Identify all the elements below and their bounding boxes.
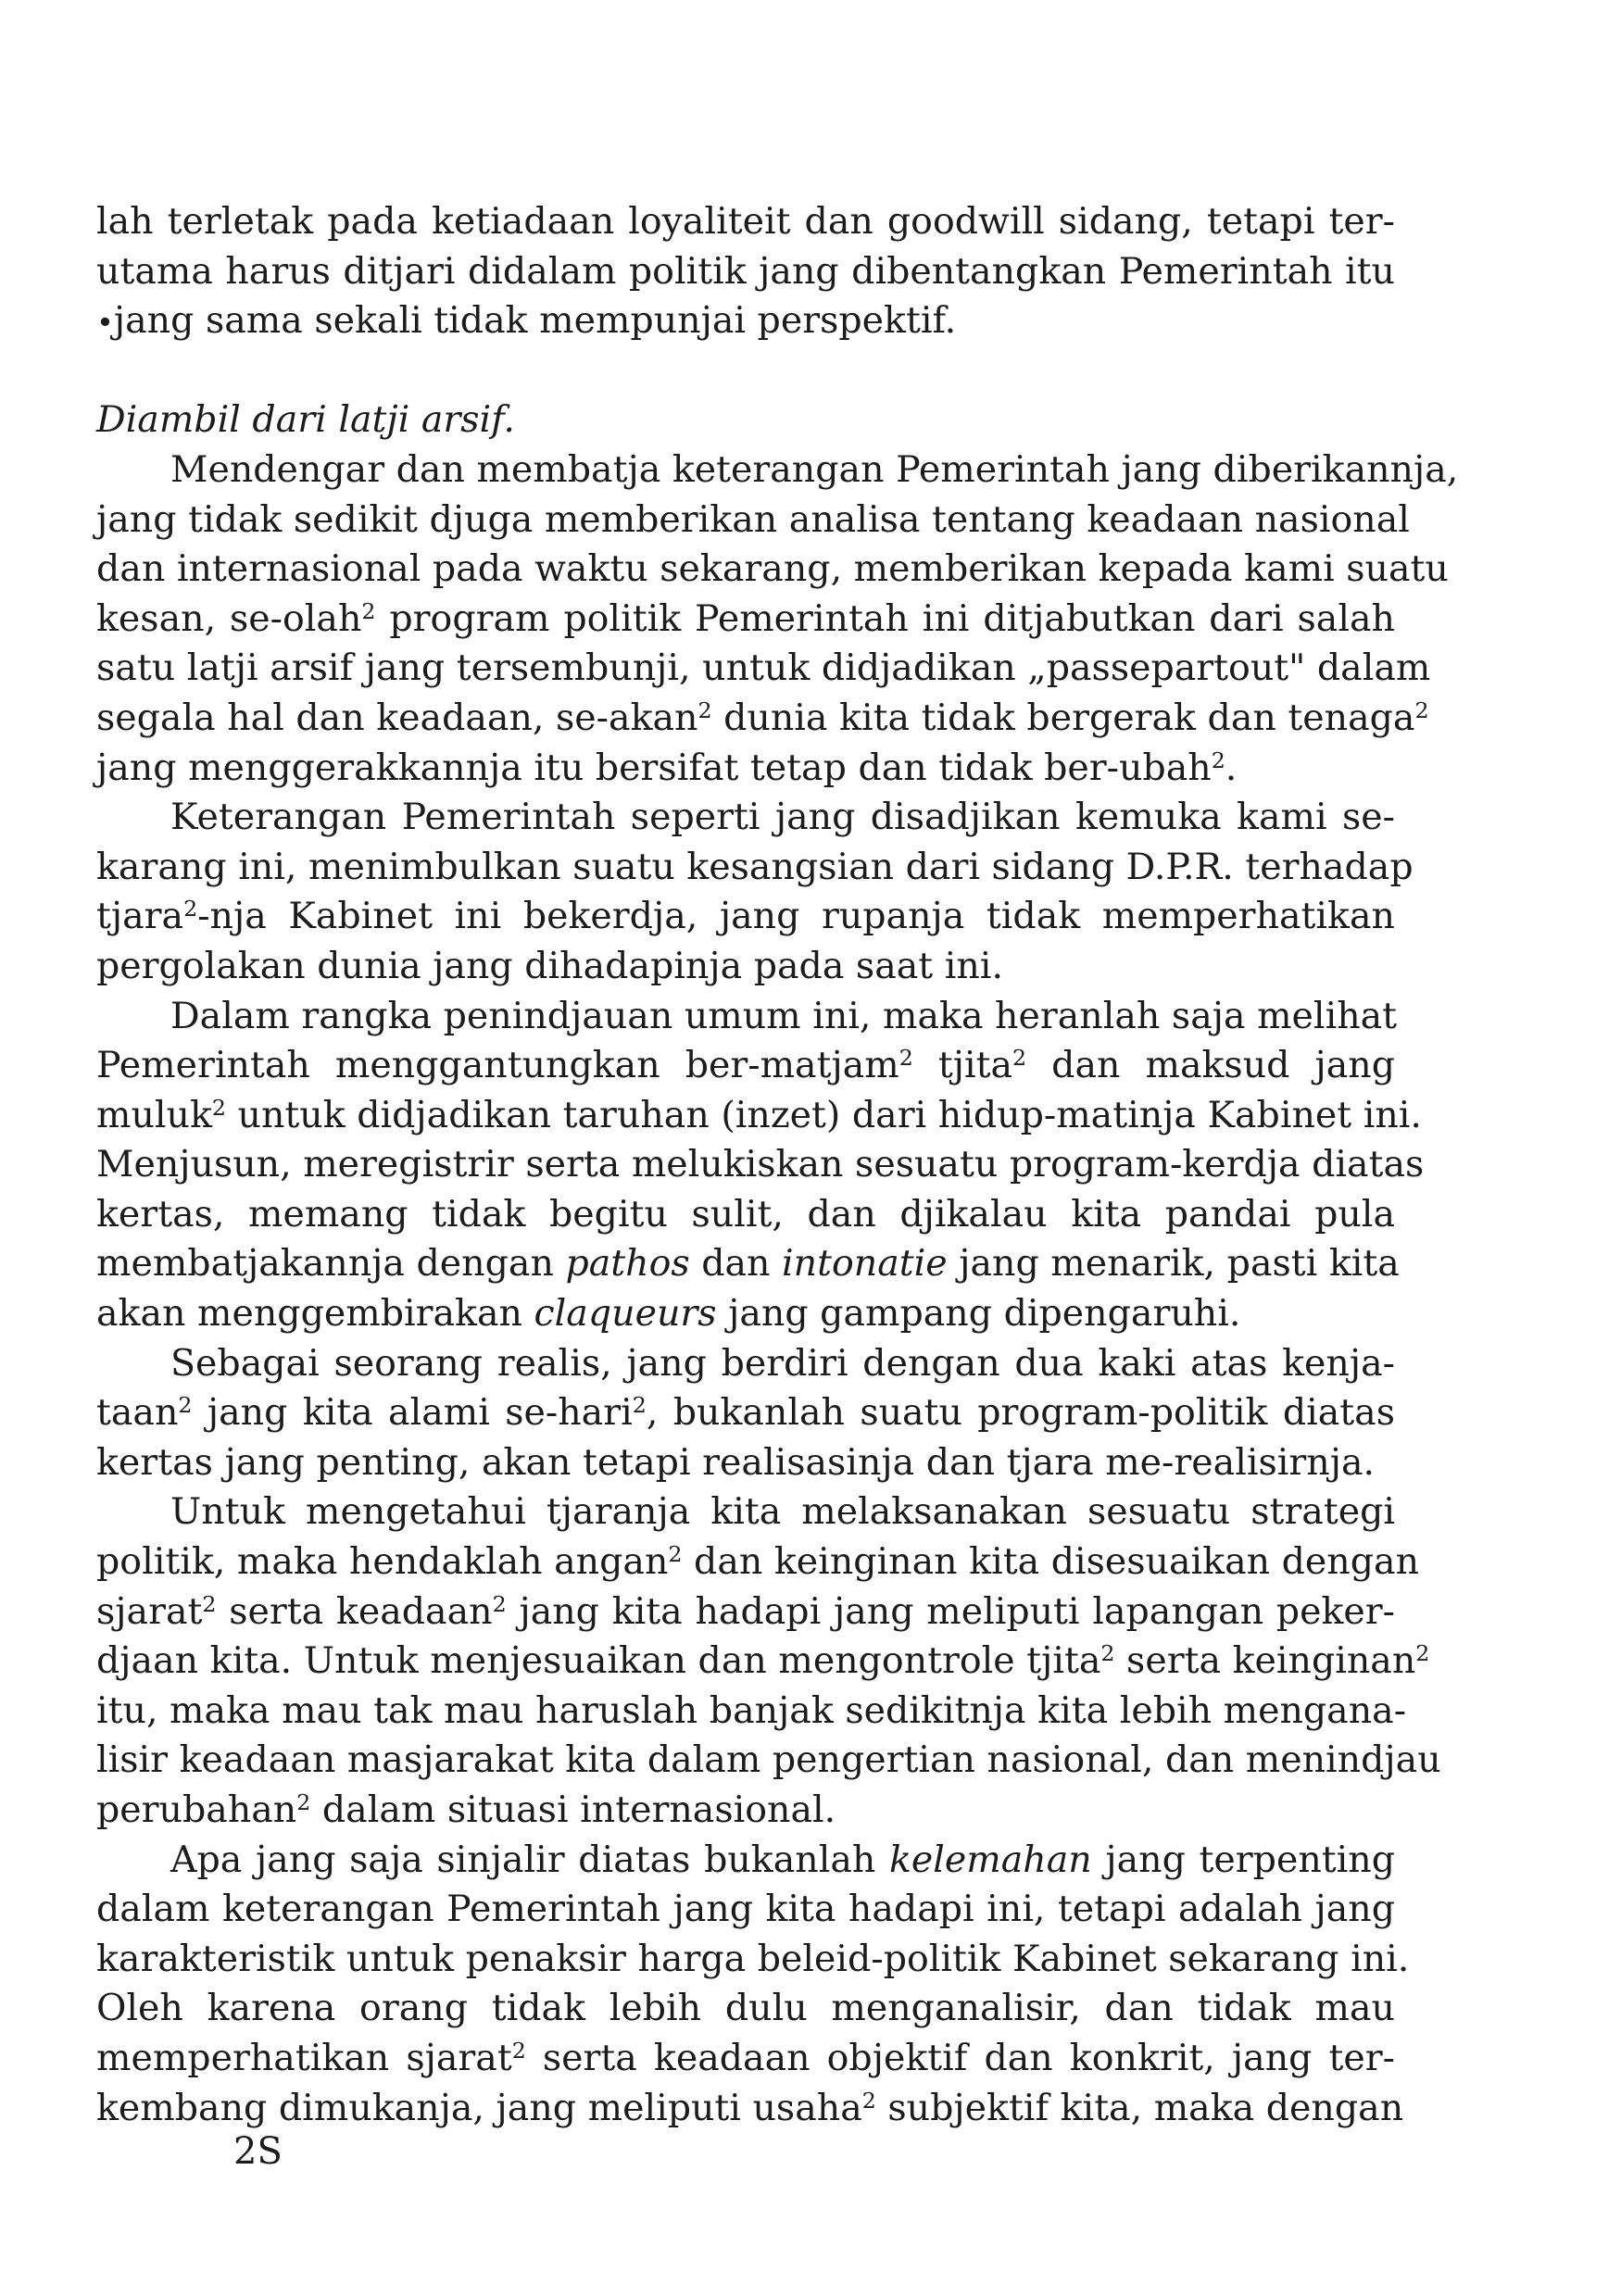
text-fragment: Apa jang saja sinjalir diatas bukanlah — [170, 1838, 889, 1881]
superscript-2: 2 — [202, 1590, 217, 1617]
text-line: Mendengar dan membatja keterangan Pemerintah jang diberikannja, — [170, 447, 1459, 491]
text-line — [96, 1041, 1395, 1091]
superscript-2: 2 — [1414, 696, 1429, 723]
text-fragment: akan menggembirakan — [96, 1292, 534, 1336]
superscript-2: 2 — [632, 1392, 647, 1419]
text-fragment: jang kita hadapi jang meliputi lapangan peker- — [506, 1589, 1396, 1633]
superscript-2: 2 — [861, 2087, 876, 2114]
text-line — [96, 1836, 1395, 1886]
text-fragment: muluk — [96, 1093, 212, 1136]
text-fragment: taan — [96, 1391, 179, 1435]
text-fragment: Pemerintah menggantungkan ber-matjam — [96, 1044, 899, 1087]
section-subheading — [96, 395, 1395, 445]
text-line: satu latji arsif jang tersembunji, untuk didjadikan „passepartout" dalam — [96, 646, 1431, 690]
text-fragment: jang gampang dipengaruhi. — [716, 1292, 1241, 1336]
italic-term: pathos — [565, 1242, 690, 1286]
text-fragment: serta keinginan — [1114, 1639, 1416, 1683]
superscript-2: 2 — [492, 1590, 507, 1617]
text-line — [96, 694, 1429, 744]
text-line: dalam keterangan Pemerintah jang kita hadapi ini, tetapi adalah jang — [96, 1888, 1395, 1931]
text-fragment: subjektif kita, maka dengan — [875, 2086, 1404, 2129]
text-fragment: segala hal dan keadaan, se-akan — [96, 696, 698, 739]
superscript-2: 2 — [1012, 1045, 1027, 1072]
page-body — [96, 197, 1459, 2133]
text-fragment: dan keinginan kita disesuaikan dengan — [682, 1540, 1420, 1584]
text-fragment: jang terpenting — [1091, 1838, 1395, 1881]
superscript-2: 2 — [211, 1094, 226, 1121]
bullet-mark: • — [96, 305, 114, 341]
text-fragment: kesan, se-olah — [96, 596, 362, 640]
text-fragment: dan — [689, 1242, 783, 1286]
text-line: Sebagai seorang realis, jang berdiri dengan dua kaki atas kenja- — [170, 1341, 1395, 1385]
text-line: Untuk mengetahui tjaranja kita melaksanakan sesuatu strategi — [170, 1490, 1395, 1534]
text-line — [96, 1091, 1422, 1141]
text-line: Menjusun, meregistrir serta melukiskan sesuatu program-kerdja diatas — [96, 1143, 1425, 1186]
text-line: kertas jang penting, akan tetapi realisasinja dan tjara me-realisirnja. — [96, 1440, 1376, 1484]
text-fragment: jang menarik, pasti kita — [947, 1242, 1400, 1286]
paragraph-2 — [96, 793, 1414, 991]
text-line — [96, 1388, 1395, 1438]
text-line — [96, 892, 1395, 942]
superscript-2: 2 — [361, 597, 376, 624]
text-line: lisir keadaan masjarakat kita dalam pengertian nasional, dan menindjau — [96, 1738, 1441, 1782]
text-fragment: , bukanlah suatu program-politik diatas — [646, 1391, 1396, 1435]
text-line: itu, maka mau tak mau haruslah banjak sedikitnja kita lebih mengana- — [96, 1688, 1407, 1732]
paragraph-3 — [96, 992, 1425, 1339]
italic-term: intonatie — [782, 1242, 948, 1286]
superscript-2: 2 — [697, 696, 712, 723]
text-fragment: dalam situasi internasional. — [310, 1788, 836, 1831]
text-line — [96, 1786, 1395, 1836]
text-line — [96, 1587, 1395, 1637]
superscript-2: 2 — [898, 1045, 913, 1072]
text-fragment: jang menggerakkannja itu bersifat tetap dan tidak ber-ubah — [96, 746, 1212, 789]
text-line: karang ini, menimbulkan suatu kesangsian dari sidang D.P.R. terhadap — [96, 845, 1414, 888]
superscript-2: 2 — [178, 1392, 193, 1419]
text-line: Keterangan Pemerintah seperti jang disadjikan kemuka kami se- — [170, 796, 1395, 839]
paragraph-5 — [96, 1487, 1441, 1835]
paragraph-6 — [96, 1836, 1410, 2134]
italic-term: claqueurs — [534, 1292, 717, 1336]
text-line — [96, 1537, 1420, 1587]
text-line: utama harus ditjari didalam politik jang dibentangkan Pemerintah itu — [96, 249, 1395, 293]
text-line — [96, 744, 1395, 794]
text-fragment: djaan kita. Untuk menjesuaikan dan mengontrole tjita — [96, 1639, 1101, 1683]
text-fragment: politik, maka hendaklah angan — [96, 1540, 669, 1584]
paragraph-1 — [96, 445, 1459, 793]
text-line — [96, 2034, 1395, 2084]
text-line — [96, 1239, 1400, 1289]
text-fragment: kembang dimukanja, jang meliputi usaha — [96, 2086, 862, 2129]
superscript-2: 2 — [511, 2037, 526, 2064]
paragraph-gap — [96, 346, 1395, 396]
text-fragment: serta keadaan — [216, 1589, 493, 1633]
text-line: lah terletak pada ketiadaan loyaliteit dan goodwill sidang, tetapi ter- — [96, 200, 1395, 243]
text-fragment: -nja Kabinet ini bekerdja, jang rupanja tidak memperhatikan — [197, 895, 1395, 938]
superscript-2: 2 — [296, 1788, 311, 1815]
text-line: Oleh karena orang tidak lebih dulu menganalisir, dan tidak mau — [96, 1987, 1395, 2030]
text-fragment: dunia kita tidak bergerak dan tenaga — [711, 696, 1415, 739]
text-line — [96, 1637, 1430, 1687]
text-fragment: tjara — [96, 895, 184, 938]
text-fragment: perubahan — [96, 1788, 297, 1831]
text-fragment: untuk didjadikan taruhan (inzet) dari hidup-matinja Kabinet ini. — [225, 1093, 1422, 1136]
text-line: jang tidak sedikit djuga memberikan analisa tentang keadaan nasional — [96, 497, 1410, 541]
text-fragment: program politik Pemerintah ini ditjabutkan dari salah — [375, 596, 1395, 640]
subheading-text: Diambil dari latji arsif. — [96, 398, 515, 442]
text-fragment: jang kita alami se-hari — [192, 1391, 633, 1435]
text-fragment: dan maksud jang — [1026, 1044, 1395, 1087]
page-number: 2S — [233, 2130, 283, 2173]
text-line: pergolakan dunia jang dihadapinja pada saat ini. — [96, 944, 1003, 987]
superscript-2: 2 — [1211, 747, 1225, 773]
text-line — [96, 2084, 1404, 2134]
superscript-2: 2 — [1100, 1640, 1115, 1667]
superscript-2: 2 — [1415, 1640, 1430, 1667]
text-line: kertas, memang tidak begitu sulit, dan djikalau kita pandai pula — [96, 1192, 1395, 1236]
text-fragment: sjarat — [96, 1589, 203, 1633]
text-fragment: . — [1225, 746, 1238, 789]
text-fragment: serta keadaan objektif dan konkrit, jang ter- — [525, 2036, 1395, 2079]
text-line — [96, 296, 1395, 346]
text-line: karakteristik untuk penaksir harga beleid-politik Kabinet sekarang ini. — [96, 1937, 1410, 1980]
text-line: dan internasional pada waktu sekarang, memberikan kepada kami suatu — [96, 547, 1449, 591]
text-line — [96, 1289, 1395, 1339]
paragraph-4 — [96, 1339, 1395, 1488]
text-line: Dalam rangka penindjauan umum ini, maka heranlah saja melihat — [170, 994, 1398, 1037]
text-line — [96, 595, 1395, 645]
superscript-2: 2 — [183, 896, 198, 922]
text-fragment: membatjakannja dengan — [96, 1242, 566, 1286]
italic-term: kelemahan — [888, 1838, 1092, 1881]
text-fragment: jang sama sekali tidak mempunjai perspektif. — [113, 299, 957, 343]
text-fragment: memperhatikan sjarat — [96, 2036, 512, 2079]
text-fragment: tjita — [912, 1044, 1013, 1087]
superscript-2: 2 — [668, 1541, 683, 1567]
